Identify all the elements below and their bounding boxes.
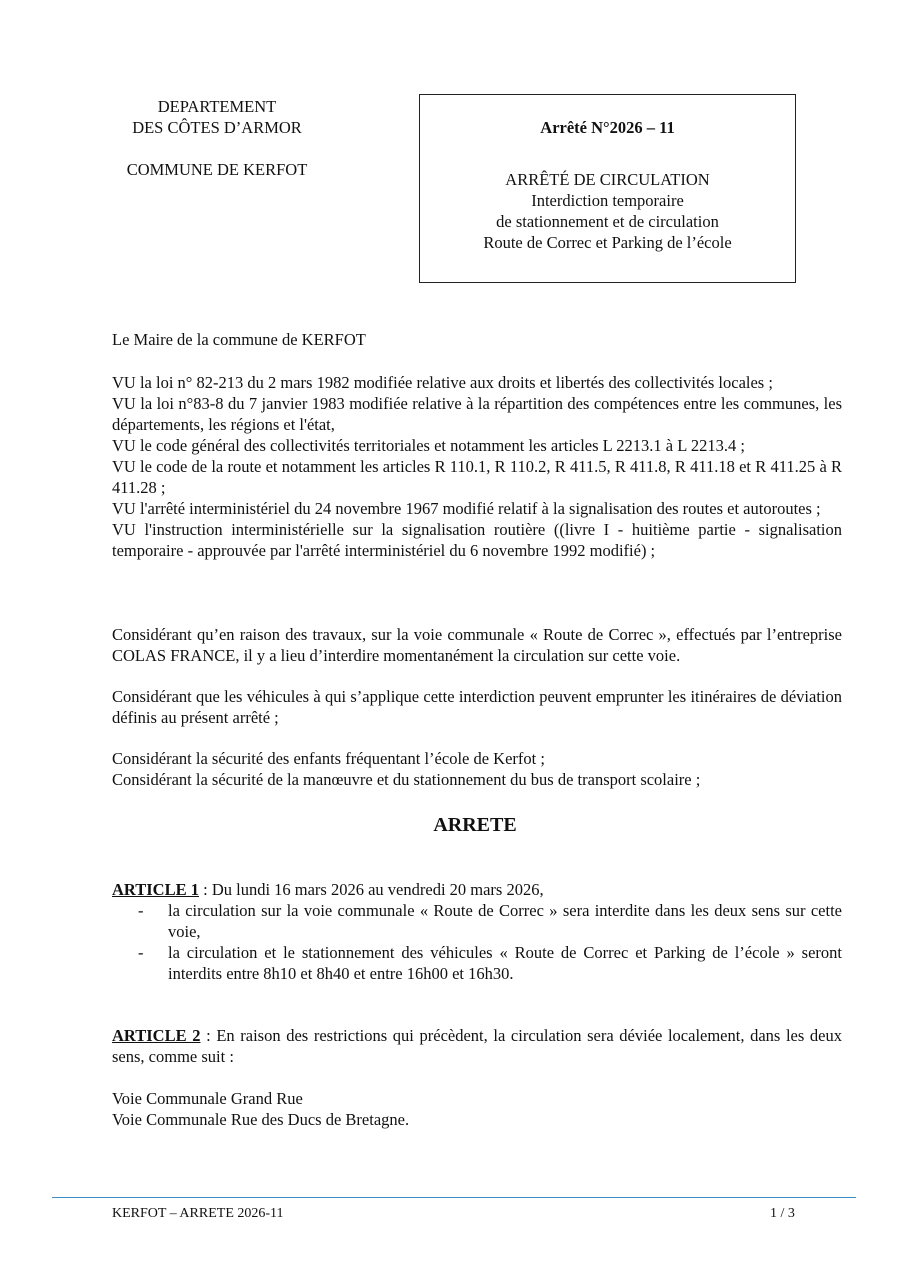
decree-number: Arrêté N°2026 – 11 (540, 118, 675, 137)
article-1-bullet-text: la circulation sur la voie communale « Route de Correc » sera interdite dans les deux sens sur cette voie, (168, 901, 842, 941)
considerant-2: Considérant que les véhicules à qui s’applique cette interdiction peuvent emprunter les itinéraires de déviation définis au présent arrêté ; (112, 687, 842, 727)
considerant-1: Considérant qu’en raison des travaux, sur la voie communale « Route de Correc », effectués par l’entreprise COLAS FRANCE, il y a lieu d’interdire momentanément la circulation sur cette voie. (112, 625, 842, 665)
footer-reference: KERFOT – ARRETE 2026-11 (112, 1206, 284, 1221)
vu-item: VU le code de la route et notamment les articles R 110.1, R 110.2, R 411.5, R 411.8, R 411.18 et R 411.25 à R 411.28 ; (112, 457, 842, 497)
decree-subtitle-3: Route de Correc et Parking de l’école (483, 233, 732, 252)
decree-title-box (419, 94, 796, 283)
department-line-1: DEPARTEMENT (157, 97, 277, 116)
page-number: 1 / 3 (770, 1206, 795, 1221)
footer-separator (52, 1197, 856, 1198)
vu-item: VU la loi n° 82-213 du 2 mars 1982 modifiée relative aux droits et libertés des collectivités locales ; (112, 373, 773, 392)
article-1-bullet-text: la circulation et le stationnement des véhicules « Route de Correc et Parking de l’école » seront interdits entre 8h10 et 8h40 et entre 16h00 et 16h30. (168, 943, 842, 983)
vu-item: VU la loi n°83-8 du 7 janvier 1983 modifiée relative à la répartition des compétences entre les communes, les départements, les régions et l'état, (112, 394, 842, 434)
article-1-label: ARTICLE 1 (112, 880, 199, 899)
vu-item: VU l'instruction interministérielle sur la signalisation routière ((livre I - huitième partie - signalisation temporaire - approuvée par l'arrêté interministériel du 6 novembre 1992 modifié) ; (112, 520, 842, 560)
vu-item: VU l'arrêté interministériel du 24 novembre 1967 modifié relatif à la signalisation des routes et autoroutes ; (112, 499, 821, 518)
detour-route-1: Voie Communale Grand Rue (112, 1089, 303, 1108)
vu-item: VU le code général des collectivités territoriales et notamment les articles L 2213.1 à L 2213.4 ; (112, 436, 745, 455)
decree-subtitle-2: de stationnement et de circulation (496, 212, 719, 231)
article-2-intro (112, 1025, 842, 1067)
detour-route-2: Voie Communale Rue des Ducs de Bretagne. (112, 1110, 410, 1129)
article-1 (112, 879, 842, 984)
arrete-heading: ARRETE (433, 814, 517, 836)
article-2-label: ARTICLE 2 (112, 1026, 201, 1045)
bullet-dash: - (138, 943, 144, 962)
article-1-intro (112, 879, 842, 900)
department-line-2: DES CÔTES D’ARMOR (132, 118, 302, 137)
article-1-text: : Du lundi 16 mars 2026 au vendredi 20 mars 2026, (198, 880, 544, 899)
considerant-4: Considérant la sécurité de la manœuvre et du stationnement du bus de transport scolaire ; (112, 770, 701, 789)
mayor-intro: Le Maire de la commune de KERFOT (112, 330, 366, 349)
bullet-dash: - (138, 901, 144, 920)
considerant-3: Considérant la sécurité des enfants fréquentant l’école de Kerfot ; (112, 749, 545, 768)
article-2-text: : En raison des restrictions qui précèdent, la circulation sera déviée localement, dans les deux sens, comme suit : (112, 1026, 842, 1066)
department-header (112, 96, 322, 180)
commune-name: COMMUNE DE KERFOT (126, 160, 308, 179)
decree-subtitle-1: Interdiction temporaire (531, 191, 684, 210)
legal-references (112, 372, 842, 561)
article-1-bullet (112, 900, 842, 942)
article-1-bullet (112, 942, 842, 984)
article-2 (112, 1025, 842, 1130)
considerant-group (112, 748, 842, 790)
decree-title: ARRÊTÉ DE CIRCULATION (505, 170, 710, 189)
